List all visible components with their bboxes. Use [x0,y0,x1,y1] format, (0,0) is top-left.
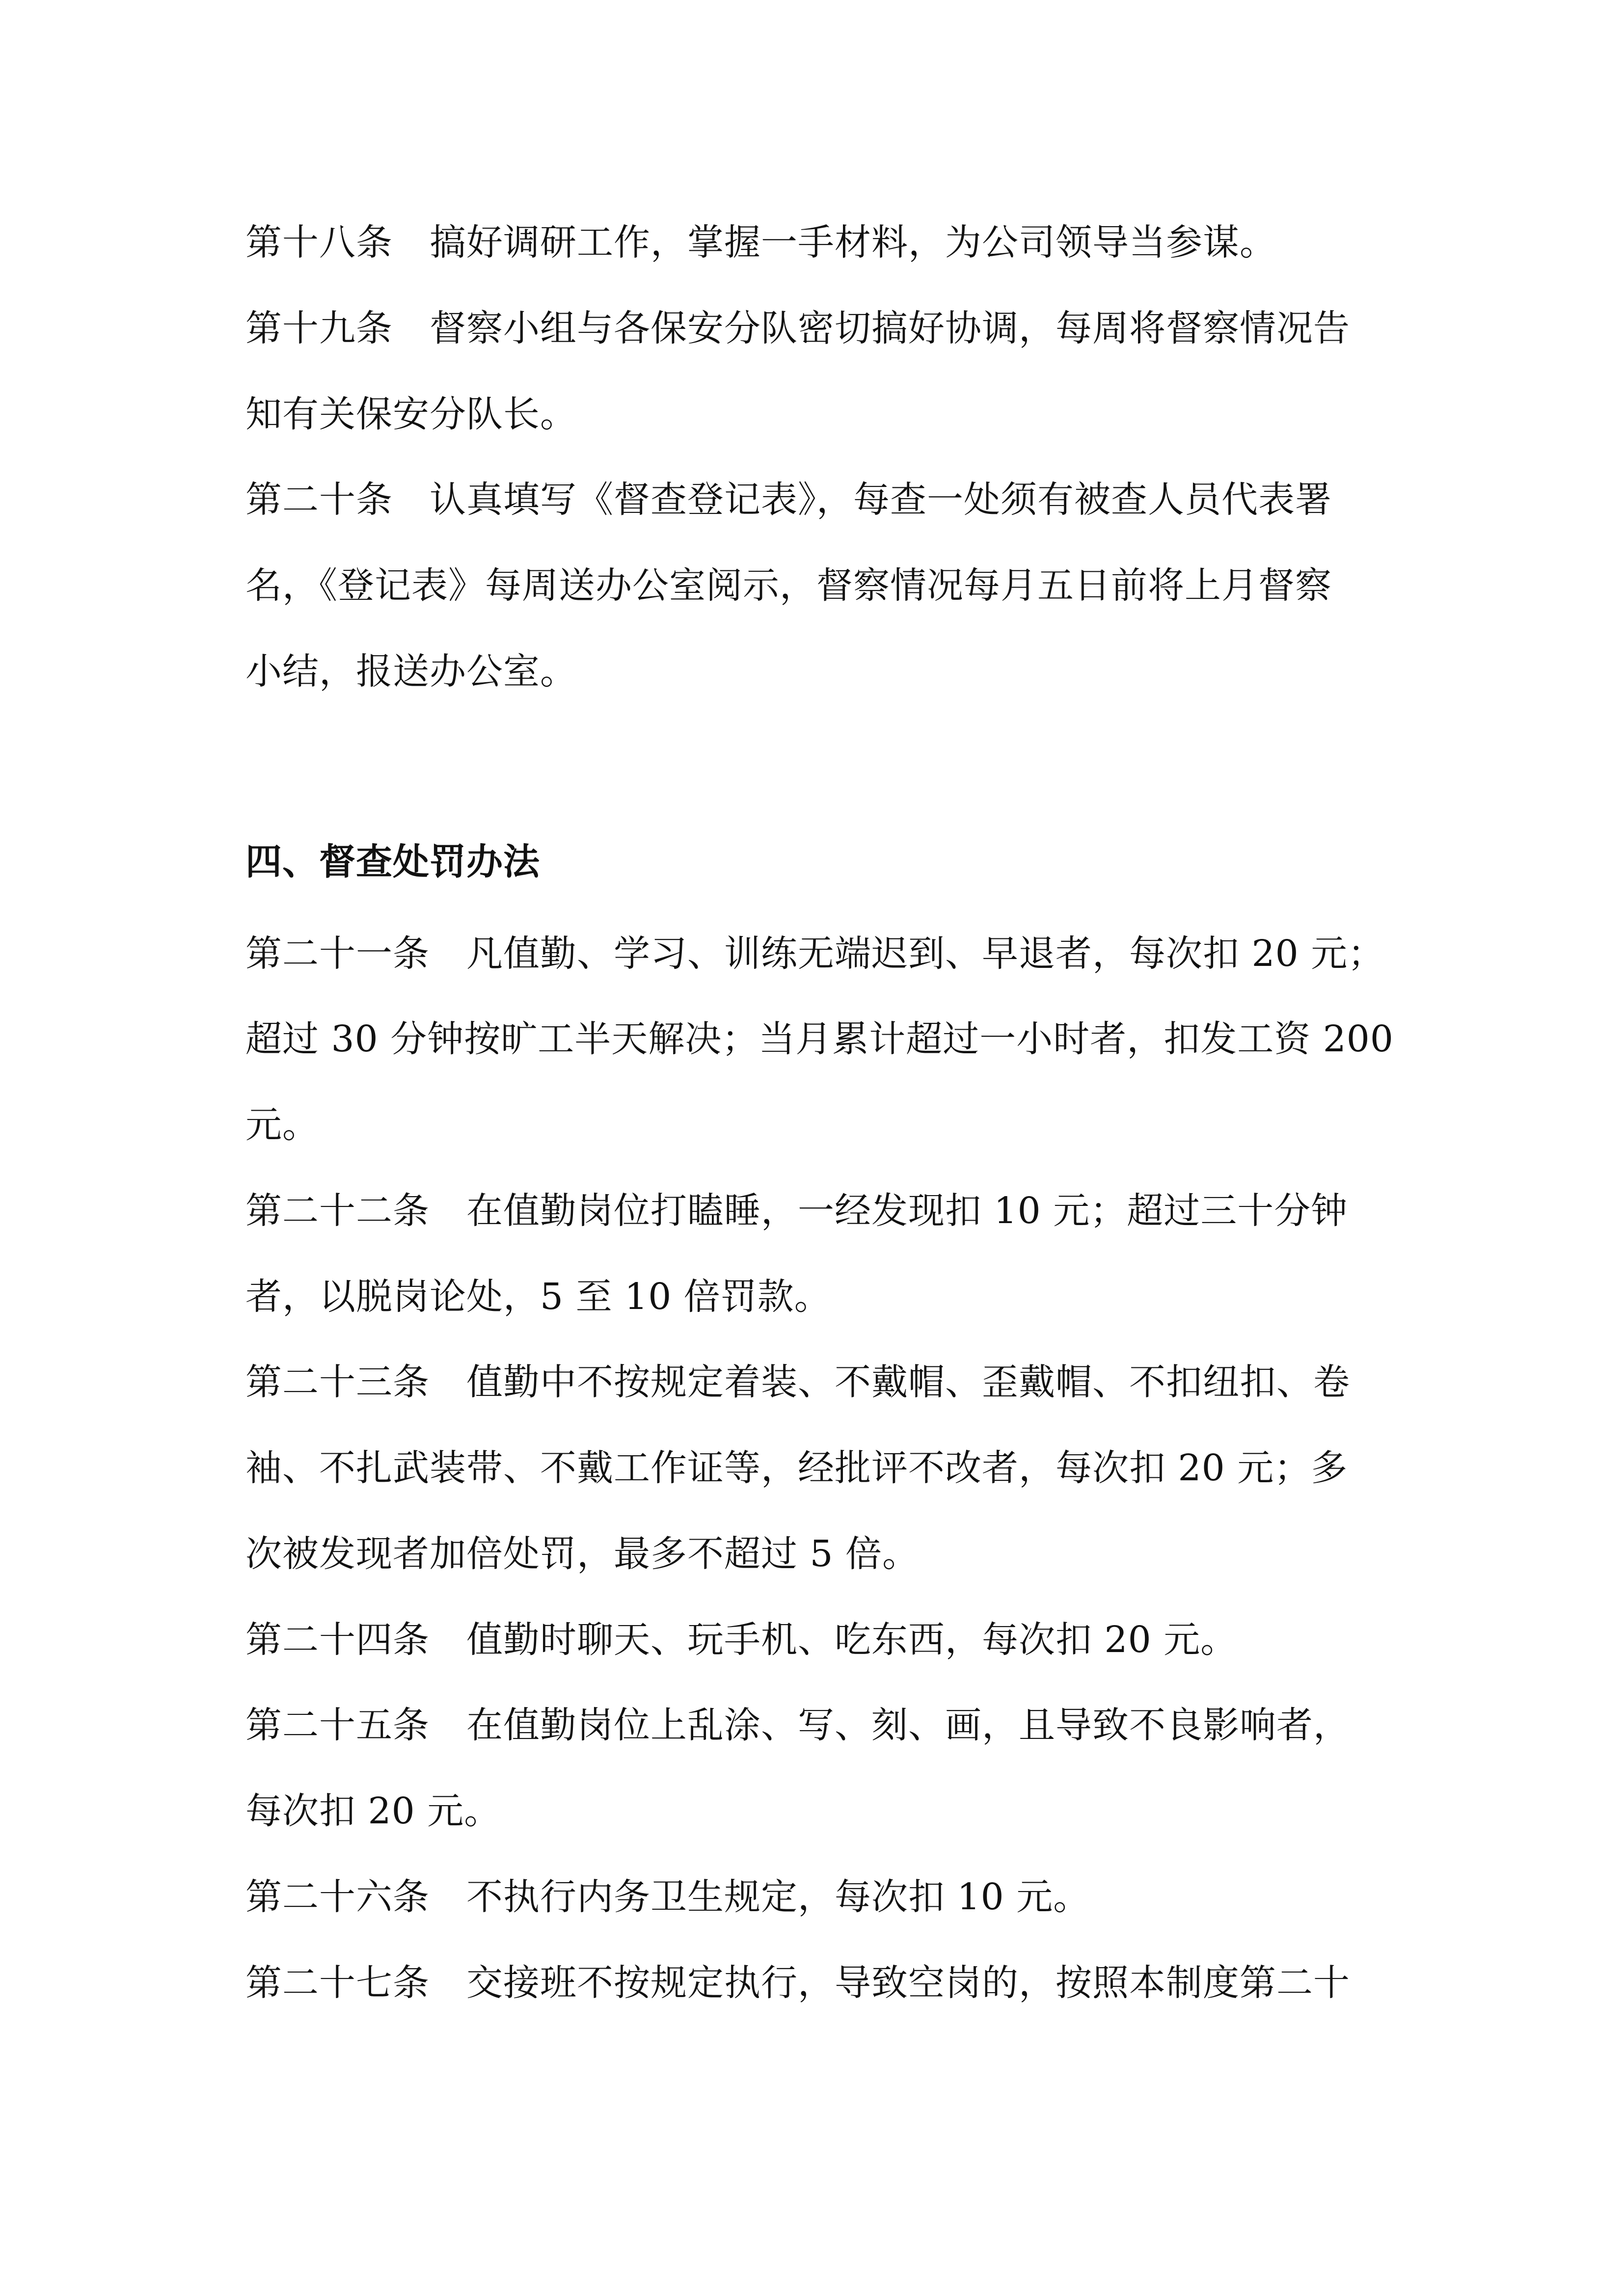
article-21-line-2: 超过 30 分钟按旷工半天解决；当月累计超过一小时者，扣发工资 200 [245,1018,1394,1060]
article-23-line-2: 袖、不扎武装带、不戴工作证等，经批评不改者，每次扣 20 元；多 [245,1447,1348,1489]
article-20-line-3: 小结，报送办公室。 [245,650,577,693]
section-heading: 四、督查处罚办法 [245,841,540,883]
article-21-line-1: 第二十一条 凡值勤、学习、训练无端迟到、早退者，每次扣 20 元； [245,933,1385,975]
article-19-line-2: 知有关保安分队长。 [245,393,577,435]
article-23-line-1: 第二十三条 值勤中不按规定着装、不戴帽、歪戴帽、不扣纽扣、卷 [245,1361,1350,1403]
article-22-line-1: 第二十二条 在值勤岗位打瞌睡，一经发现扣 10 元；超过三十分钟 [245,1190,1348,1232]
article-20-line-2: 名，《登记表》每周送办公室阅示，督察情况每月五日前将上月督察 [245,564,1332,607]
article-27-line-1: 第二十七条 交接班不按规定执行，导致空岗的，按照本制度第二十 [245,1962,1350,2004]
article-26-line-1: 第二十六条 不执行内务卫生规定，每次扣 10 元。 [245,1876,1090,1918]
article-24-line-1: 第二十四条 值勤时聊天、玩手机、吃东西，每次扣 20 元。 [245,1619,1238,1661]
article-18-line-1: 第十八条 搞好调研工作，掌握一手材料，为公司领导当参谋。 [245,221,1276,264]
article-25-line-1: 第二十五条 在值勤岗位上乱涂、写、刻、画，且导致不良影响者， [245,1704,1350,1746]
article-23-line-3: 次被发现者加倍处罚，最多不超过 5 倍。 [245,1533,920,1575]
article-21-line-3: 元。 [245,1104,319,1146]
article-22-line-2: 者，以脱岗论处，5 至 10 倍罚款。 [245,1276,831,1318]
article-19-line-1: 第十九条 督察小组与各保安分队密切搞好协调，每周将督察情况告 [245,307,1350,349]
article-20-line-1: 第二十条 认真填写《督查登记表》，每查一处须有被查人员代表署 [245,479,1332,521]
article-25-line-2: 每次扣 20 元。 [245,1790,501,1832]
